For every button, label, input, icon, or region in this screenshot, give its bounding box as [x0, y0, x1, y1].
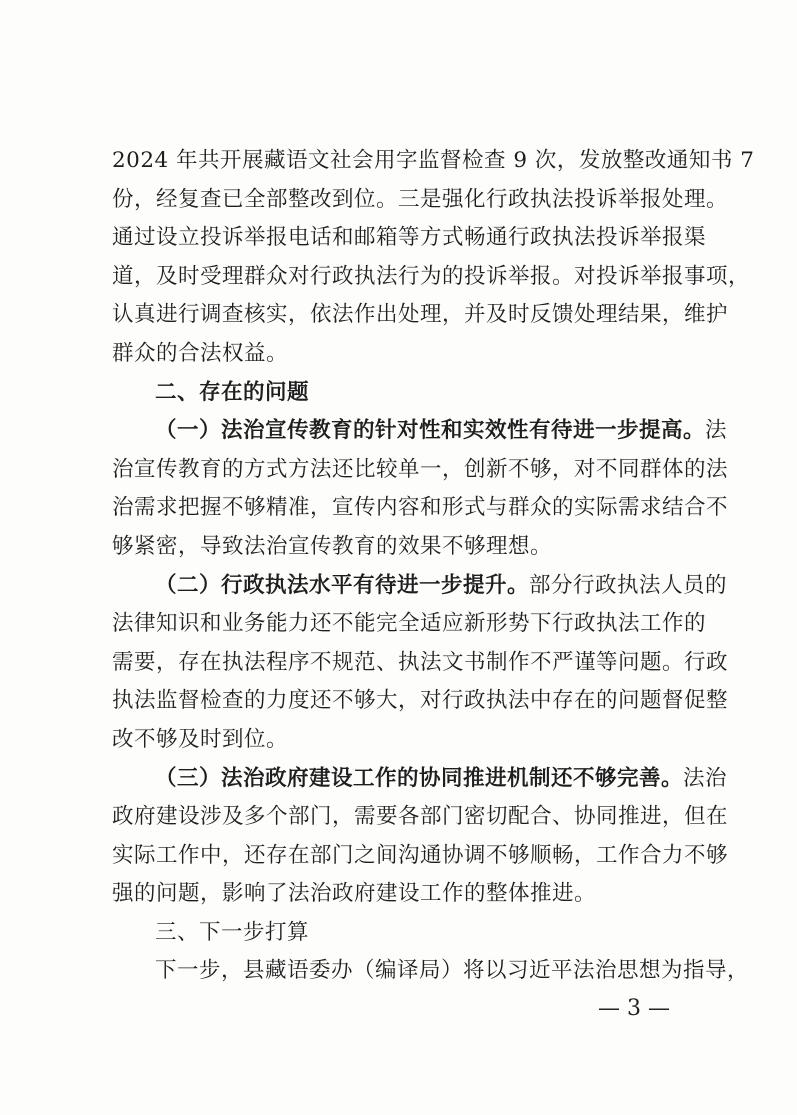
paragraph-line: 执法监督检查的力度还不够大，对行政执法中存在的问题督促整	[112, 688, 729, 714]
paragraph-line: 通过设立投诉举报电话和邮箱等方式畅通行政执法投诉举报渠	[112, 225, 707, 251]
paragraph-line	[112, 412, 728, 451]
paragraph-line: 治需求把握不够精准，宣传内容和形式与群众的实际需求结合不	[112, 495, 729, 521]
paragraph-line: 实际工作中，还存在部门之间沟通协调不够顺畅，工作合力不够	[112, 842, 729, 868]
paragraph-line: 道，及时受理群众对行政执法行为的投诉举报。对投诉举报事项，	[112, 263, 751, 289]
paragraph-line: 需要，存在执法程序不规范、执法文书制作不严谨等问题。行政	[112, 649, 729, 675]
subsection-title: （一）法治宣传教育的针对性和实效性有待进一步提高。	[155, 418, 706, 444]
paragraph-line: 份，经复查已全部整改到位。三是强化行政执法投诉举报处理。	[112, 186, 729, 212]
paragraph-line: 2024 年共开展藏语文社会用字监督检查 9 次，发放整改通知书 7	[112, 148, 755, 173]
paragraph-text: 法	[705, 418, 728, 444]
paragraph-line: 强的问题，影响了法治政府建设工作的整体推进。	[112, 881, 597, 907]
paragraph-text: 部分行政执法人员的	[529, 572, 728, 598]
subsection-title: （三）法治政府建设工作的协同推进机制还不够完善。	[155, 765, 684, 791]
subsection-title: （二）行政执法水平有待进一步提升。	[155, 572, 530, 598]
paragraph-text: 法治	[683, 765, 728, 791]
paragraph-line: 下一步，县藏语委办（编译局）将以习近平法治思想为指导，	[155, 958, 750, 984]
paragraph-line: 群众的合法权益。	[112, 340, 289, 366]
paragraph-line	[112, 760, 728, 799]
paragraph-line: 治宣传教育的方式方法还比较单一，创新不够，对不同群体的法	[112, 456, 729, 482]
document-body	[112, 142, 755, 991]
section-heading: 三、下一步打算	[155, 919, 310, 945]
section-heading: 二、存在的问题	[155, 379, 310, 405]
paragraph-line: 法律知识和业务能力还不能完全适应新形势下行政执法工作的	[112, 611, 707, 637]
paragraph-line: 够紧密，导致法治宣传教育的效果不够理想。	[112, 533, 553, 559]
page-number: — 3 —	[598, 996, 670, 1021]
paragraph-line: 认真进行调查核实，依法作出处理，并及时反馈处理结果，维护	[112, 302, 729, 328]
paragraph-line	[112, 567, 728, 606]
paragraph-line: 政府建设涉及多个部门，需要各部门密切配合、协同推进，但在	[112, 804, 729, 830]
paragraph-line: 改不够及时到位。	[112, 726, 289, 752]
